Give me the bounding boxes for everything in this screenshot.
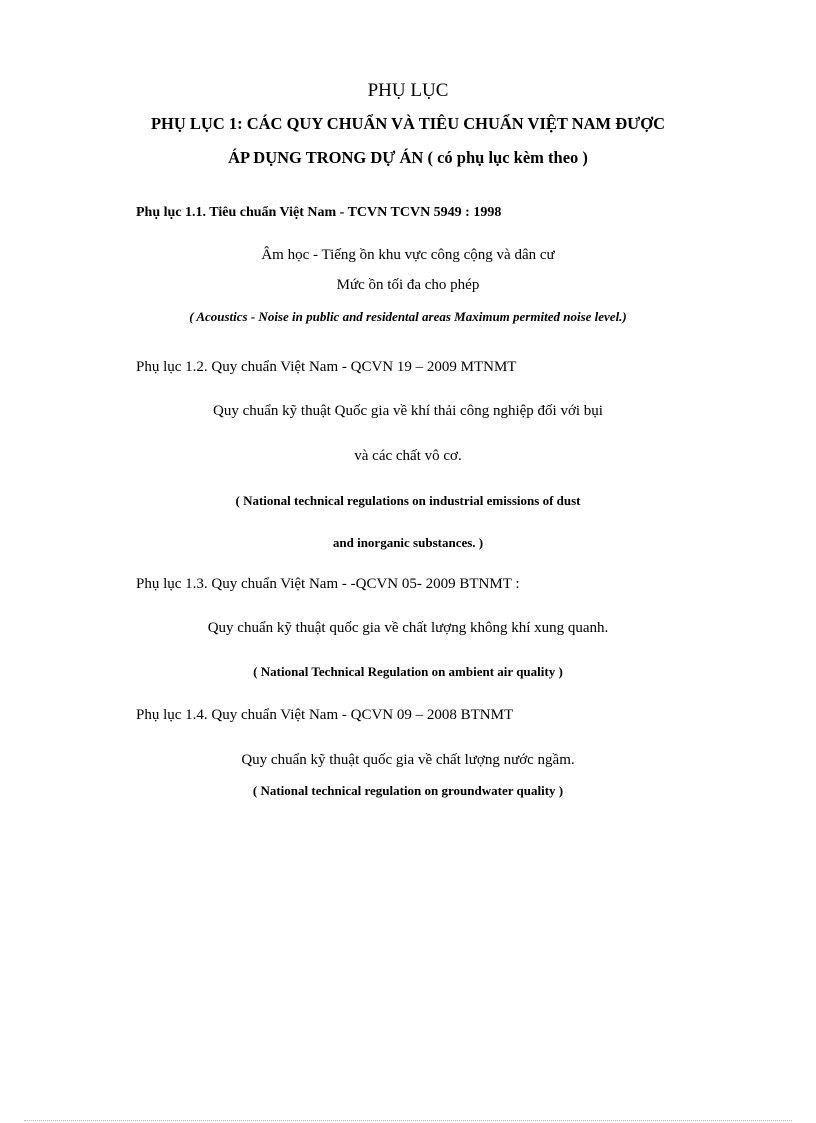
appendix-1-2-line1: Quy chuẩn kỹ thuật Quốc gia về khí thải công nghiệp đối với bụi <box>213 403 603 419</box>
appendix-1-4-line1: Quy chuẩn kỹ thuật quốc gia về chất lượng nước ngầm. <box>241 752 575 768</box>
appendix-1-1-line1: Âm học - Tiếng ồn khu vực công cộng và dân cư <box>261 247 555 263</box>
appendix-1-2-line2: và các chất vô cơ. <box>354 448 462 464</box>
appendix-1-3-line1: Quy chuẩn kỹ thuật quốc gia về chất lượng không khí xung quanh. <box>207 620 609 636</box>
appendix-1-4-heading: Phụ lục 1.4. Quy chuẩn Việt Nam - QCVN 09 – 2008 BTNMT <box>136 707 514 723</box>
appendix-1-title-line1: PHỤ LỤC 1: CÁC QUY CHUẨN VÀ TIÊU CHUẨN VIỆT NAM ĐƯỢC <box>150 114 666 133</box>
appendix-1-2-note-line2: and inorganic substances. ) <box>332 535 484 550</box>
appendix-1-3-note: ( National Technical Regulation on ambient air quality ) <box>253 664 563 679</box>
appendix-1-title-line2: ÁP DỤNG TRONG DỰ ÁN ( có phụ lục kèm theo ) <box>228 148 588 167</box>
appendix-1-1-heading: Phụ lục 1.1. Tiêu chuẩn Việt Nam - TCVN TCVN 5949 : 1998 <box>136 205 502 220</box>
page-bottom-divider <box>24 1120 792 1121</box>
appendix-1-1-note: ( Acoustics - Noise in public and residental areas Maximum permited noise level.) <box>189 309 627 324</box>
appendix-1-1-line2: Mức ồn tối đa cho phép <box>336 277 480 293</box>
page-title: PHỤ LỤC <box>367 80 449 101</box>
appendix-1-2-note-line1: ( National technical regulations on industrial emissions of dust <box>235 493 581 508</box>
appendix-1-3-heading: Phụ lục 1.3. Quy chuẩn Việt Nam - -QCVN 05- 2009 BTNMT : <box>136 576 520 592</box>
appendix-1-2-heading: Phụ lục 1.2. Quy chuẩn Việt Nam - QCVN 19 – 2009 MTNMT <box>136 359 517 375</box>
appendix-1-4-note: ( National technical regulation on groundwater quality ) <box>252 783 564 798</box>
